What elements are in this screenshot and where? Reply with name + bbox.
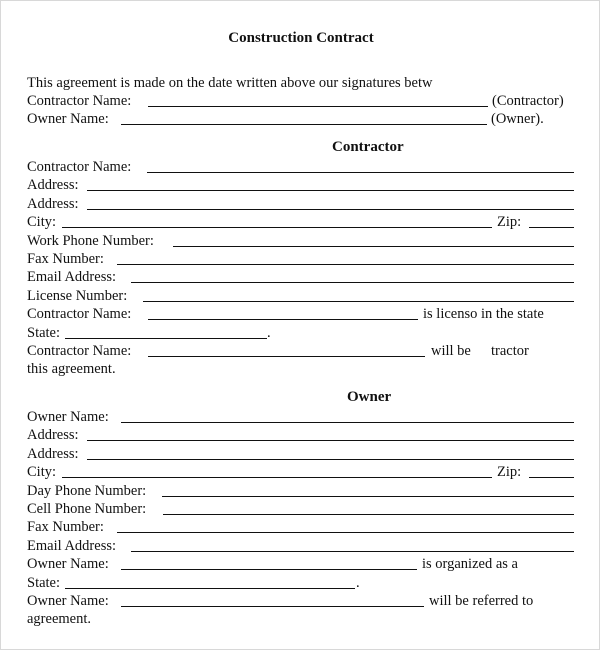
owner-heading: Owner bbox=[347, 389, 392, 405]
contractor-license-label: License Number: bbox=[27, 288, 128, 304]
owner-state-label: State: bbox=[27, 575, 61, 591]
contractor-ref-name-label: Contractor Name: bbox=[27, 343, 132, 359]
owner-zip-label: Zip: bbox=[497, 464, 522, 480]
intro-contractor-row bbox=[27, 92, 577, 110]
owner-ref-name-field[interactable] bbox=[121, 606, 424, 607]
owner-name-row bbox=[27, 408, 577, 426]
contractor-city-row bbox=[27, 213, 577, 231]
contractor-work-phone-label: Work Phone Number: bbox=[27, 233, 154, 249]
contractor-zip-field[interactable] bbox=[529, 227, 574, 228]
owner-closing: agreement. bbox=[27, 611, 92, 627]
contractor-name-row bbox=[27, 158, 577, 176]
contractor-name-label: Contractor Name: bbox=[27, 159, 132, 175]
contractor-licensed-text: is licenso in the state bbox=[423, 306, 544, 322]
owner-day-phone-row bbox=[27, 482, 577, 500]
contractor-ref-name-field[interactable] bbox=[148, 356, 425, 357]
contractor-closing: this agreement. bbox=[27, 361, 116, 377]
contractor-address1-row bbox=[27, 176, 577, 194]
contractor-address1-field[interactable] bbox=[87, 190, 574, 191]
owner-cell-phone-field[interactable] bbox=[163, 514, 574, 515]
contractor-state-label: State: bbox=[27, 325, 61, 341]
owner-email-row bbox=[27, 537, 577, 555]
owner-org-row bbox=[27, 555, 577, 573]
owner-address2-row bbox=[27, 445, 577, 463]
contractor-license-field[interactable] bbox=[143, 301, 574, 302]
owner-address1-row bbox=[27, 426, 577, 444]
contractor-work-phone-field[interactable] bbox=[173, 246, 574, 247]
owner-ref-name-label: Owner Name: bbox=[27, 593, 109, 609]
contractor-ref-row bbox=[27, 342, 577, 360]
contractor-state-field[interactable] bbox=[65, 338, 267, 339]
contractor-address1-label: Address: bbox=[27, 177, 79, 193]
contractor-zip-label: Zip: bbox=[497, 214, 522, 230]
intro-owner-row bbox=[27, 110, 577, 128]
owner-email-label: Email Address: bbox=[27, 538, 117, 554]
contractor-email-label: Email Address: bbox=[27, 269, 117, 285]
intro-owner-label: Owner Name: bbox=[27, 111, 109, 127]
owner-address1-label: Address: bbox=[27, 427, 79, 443]
contractor-ref-text: will be bbox=[431, 343, 471, 359]
owner-zip-field[interactable] bbox=[529, 477, 574, 478]
contractor-fax-field[interactable] bbox=[117, 264, 574, 265]
contractor-heading: Contractor bbox=[332, 139, 404, 155]
intro-contractor-suffix: (Contractor) bbox=[492, 93, 564, 109]
owner-fax-label: Fax Number: bbox=[27, 519, 104, 535]
owner-closing-row bbox=[27, 610, 577, 628]
owner-org-name-label: Owner Name: bbox=[27, 556, 109, 572]
owner-address2-field[interactable] bbox=[87, 459, 574, 460]
intro-contractor-field[interactable] bbox=[148, 106, 488, 107]
owner-state-suffix: . bbox=[356, 575, 360, 591]
contractor-closing-row bbox=[27, 360, 577, 378]
owner-ref-text: will be referred to bbox=[429, 593, 534, 609]
contractor-address2-label: Address: bbox=[27, 196, 79, 212]
contractor-fax-row bbox=[27, 250, 577, 268]
contractor-city-label: City: bbox=[27, 214, 57, 230]
owner-city-field[interactable] bbox=[62, 477, 492, 478]
contractor-licensed-name-field[interactable] bbox=[148, 319, 418, 320]
owner-org-text: is organized as a bbox=[422, 556, 518, 572]
owner-address1-field[interactable] bbox=[87, 440, 574, 441]
contractor-address2-field[interactable] bbox=[87, 209, 574, 210]
owner-ref-row bbox=[27, 592, 577, 610]
intro-text: This agreement is made on the date written above our signatures betw bbox=[27, 75, 433, 91]
contractor-licensed-name-label: Contractor Name: bbox=[27, 306, 132, 322]
owner-name-field[interactable] bbox=[121, 422, 574, 423]
owner-day-phone-field[interactable] bbox=[162, 496, 574, 497]
contractor-fax-label: Fax Number: bbox=[27, 251, 104, 267]
owner-city-label: City: bbox=[27, 464, 57, 480]
intro-contractor-label: Contractor Name: bbox=[27, 93, 132, 109]
contractor-licensed-row bbox=[27, 305, 577, 323]
document-title: Construction Contract bbox=[228, 30, 374, 46]
contractor-license-row bbox=[27, 287, 577, 305]
owner-state-row bbox=[27, 574, 577, 592]
contractor-email-row bbox=[27, 268, 577, 286]
owner-name-label: Owner Name: bbox=[27, 409, 109, 425]
owner-org-name-field[interactable] bbox=[121, 569, 417, 570]
intro-paragraph bbox=[27, 74, 497, 92]
owner-address2-label: Address: bbox=[27, 446, 79, 462]
owner-fax-field[interactable] bbox=[117, 532, 574, 533]
owner-cell-phone-label: Cell Phone Number: bbox=[27, 501, 147, 517]
contractor-email-field[interactable] bbox=[131, 282, 574, 283]
owner-cell-phone-row bbox=[27, 500, 577, 518]
contractor-work-phone-row bbox=[27, 232, 577, 250]
intro-owner-field[interactable] bbox=[121, 124, 487, 125]
owner-email-field[interactable] bbox=[131, 551, 574, 552]
contractor-name-field[interactable] bbox=[147, 172, 574, 173]
contractor-ref-text-tail: tractor bbox=[491, 343, 529, 359]
intro-owner-suffix: (Owner). bbox=[491, 111, 544, 127]
owner-fax-row bbox=[27, 518, 577, 536]
owner-day-phone-label: Day Phone Number: bbox=[27, 483, 147, 499]
contractor-address2-row bbox=[27, 195, 577, 213]
contractor-city-field[interactable] bbox=[62, 227, 492, 228]
contractor-state-row bbox=[27, 324, 577, 342]
owner-city-row bbox=[27, 463, 577, 481]
contractor-state-suffix: . bbox=[267, 325, 271, 341]
owner-state-field[interactable] bbox=[65, 588, 355, 589]
